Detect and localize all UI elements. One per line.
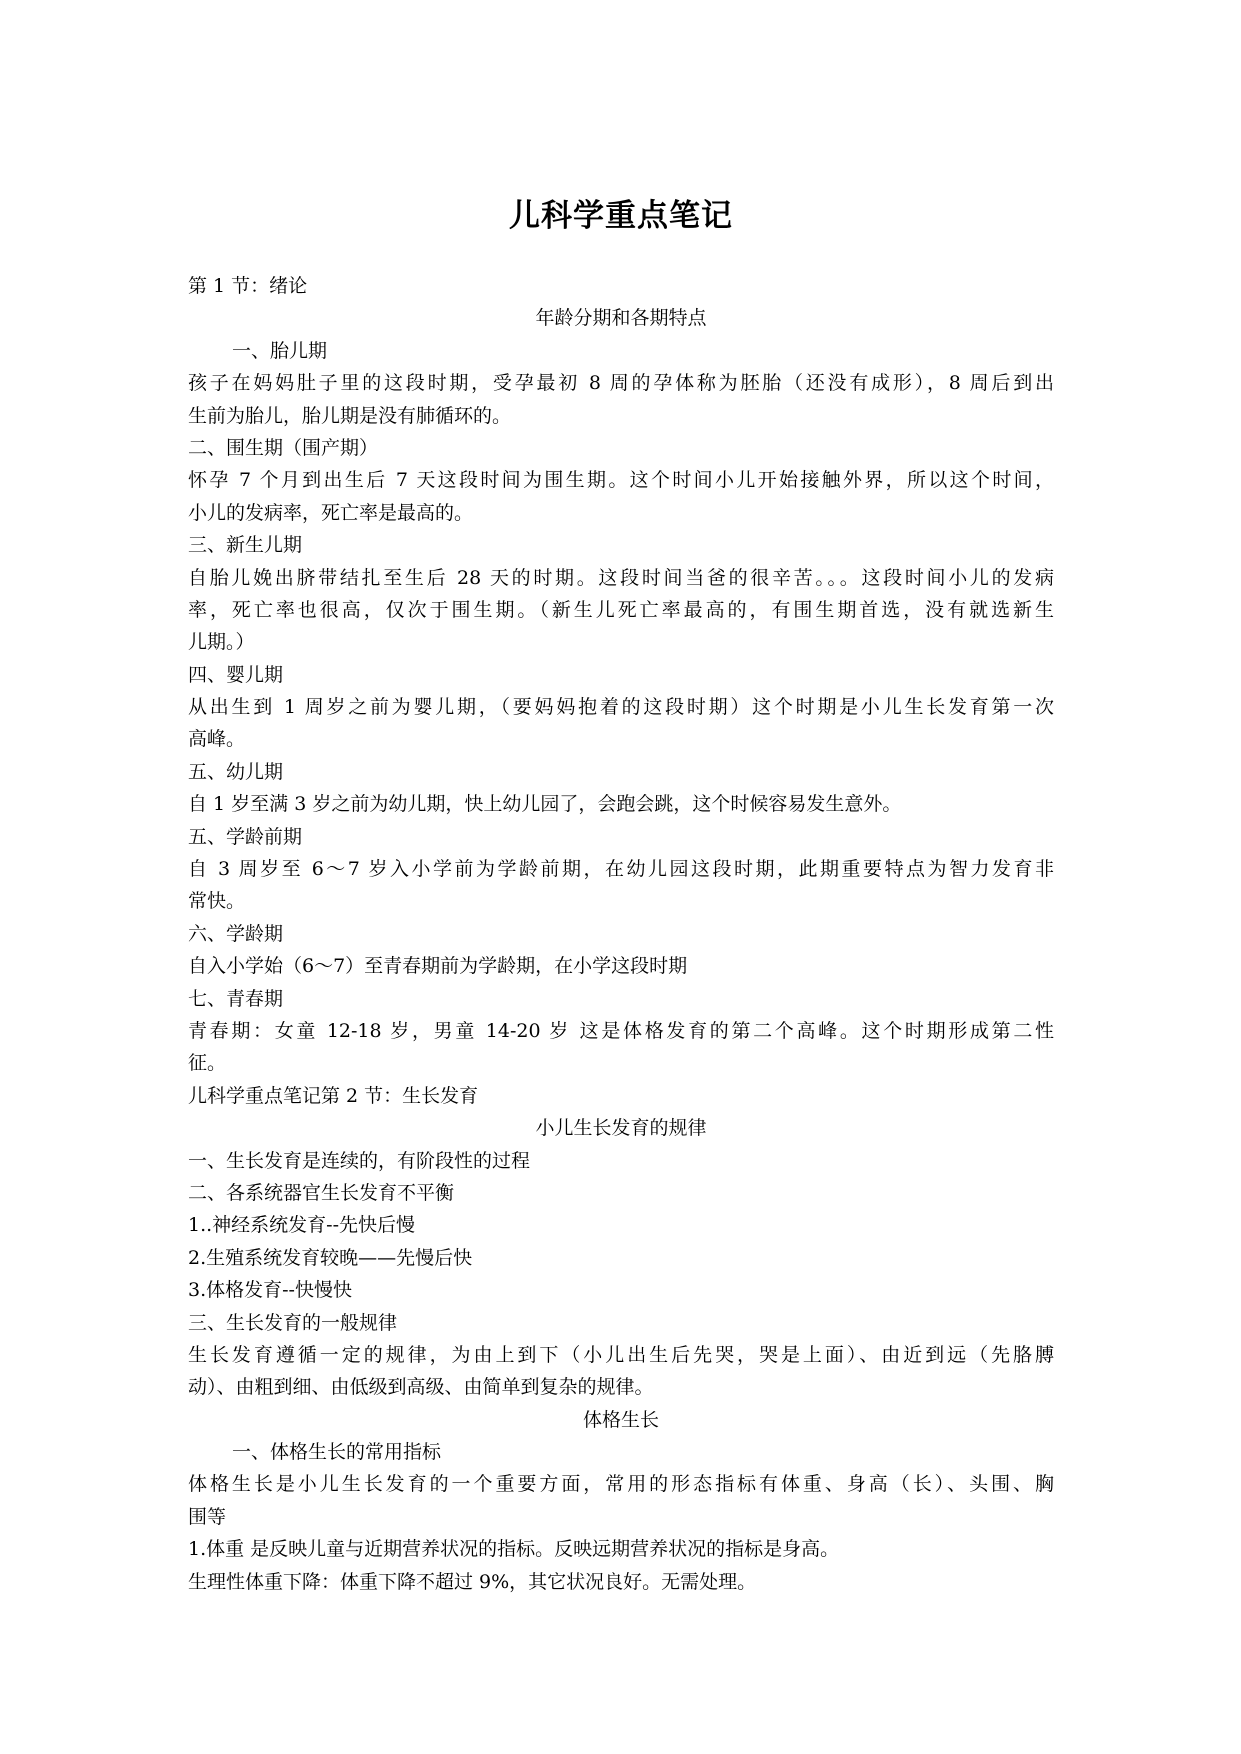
item-heading: 四、婴儿期: [188, 663, 284, 686]
list-item: 1..神经系统发育--先快后慢: [188, 1214, 416, 1237]
paragraph-line: 常快。: [188, 890, 246, 913]
paragraph-line: 自入小学始（6～7）至青春期前为学龄期，在小学这段时期: [188, 955, 688, 978]
paragraph-line: 孩子在妈妈肚子里的这段时期，受孕最初 8 周的孕体称为胚胎（还没有成形），8 周后到出: [188, 372, 1054, 395]
item-heading: 三、生长发育的一般规律: [188, 1311, 398, 1334]
paragraph-line: 高峰。: [188, 728, 246, 751]
paragraph-line: 围等: [188, 1505, 227, 1528]
paragraph-line: 儿期。）: [188, 631, 255, 654]
item-heading: 二、各系统器官生长发育不平衡: [188, 1181, 455, 1204]
paragraph-line: 生前为胎儿，胎儿期是没有肺循环的。: [188, 404, 512, 427]
list-item: 3.体格发育--快慢快: [188, 1279, 352, 1302]
paragraph-line: 生长发育遵循一定的规律，为由上到下（小儿出生后先哭，哭是上面）、由近到远（先胳膊: [188, 1343, 1054, 1366]
subsection-title: 小儿生长发育的规律: [535, 1117, 707, 1140]
paragraph-line: 体格生长是小儿生长发育的一个重要方面，常用的形态指标有体重、身高（长）、头围、胸: [188, 1473, 1054, 1496]
document-page: [188, 0, 1054, 1754]
subsection-title: 年龄分期和各期特点: [535, 307, 707, 330]
paragraph-line: 1.体重 是反映儿童与近期营养状况的指标。反映远期营养状况的指标是身高。: [188, 1538, 840, 1561]
paragraph-line: 自 3 周岁至 6～7 岁入小学前为学龄前期，在幼儿园这段时期，此期重要特点为智力发育非: [188, 858, 1054, 881]
item-heading: 七、青春期: [188, 987, 284, 1010]
paragraph-line: 动）、由粗到细、由低级到高级、由简单到复杂的规律。: [188, 1376, 654, 1399]
section-heading: 儿科学重点笔记第 2 节：生长发育: [188, 1084, 479, 1107]
document-body: [188, 270, 1054, 1598]
paragraph-line: 从出生到 1 周岁之前为婴儿期，（要妈妈抱着的这段时期）这个时期是小儿生长发育第一次: [188, 696, 1054, 719]
paragraph-line: 生理性体重下降：体重下降不超过 9%，其它状况良好。无需处理。: [188, 1570, 757, 1593]
item-heading: 五、幼儿期: [188, 760, 284, 783]
item-heading: 三、新生儿期: [188, 534, 303, 557]
paragraph-line: 自 1 岁至满 3 岁之前为幼儿期，快上幼儿园了，会跑会跳，这个时候容易发生意外。: [188, 793, 902, 816]
paragraph-line: 征。: [188, 1052, 227, 1075]
item-heading: 六、学龄期: [188, 922, 284, 945]
item-heading: 一、胎儿期: [232, 339, 328, 362]
paragraph-line: 率，死亡率也很高，仅次于围生期。（新生儿死亡率最高的，有围生期首选，没有就选新生: [188, 598, 1054, 621]
paragraph-line: 小儿的发病率，死亡率是最高的。: [188, 501, 474, 524]
document-title: 儿科学重点笔记: [509, 198, 733, 234]
subsection-title: 体格生长: [582, 1408, 659, 1431]
item-heading: 一、生长发育是连续的，有阶段性的过程: [188, 1149, 531, 1172]
item-heading: 五、学龄前期: [188, 825, 303, 848]
item-heading: 一、体格生长的常用指标: [232, 1441, 442, 1464]
paragraph-line: 怀孕 7 个月到出生后 7 天这段时间为围生期。这个时间小儿开始接触外界，所以这个时间，: [188, 469, 1054, 492]
paragraph-line: 青春期：女童 12-18 岁，男童 14-20 岁 这是体格发育的第二个高峰。这个时期形成第二性: [188, 1019, 1054, 1042]
section-heading: 第 1 节：绪论: [188, 275, 308, 297]
list-item: 2.生殖系统发育较晚——先慢后快: [188, 1246, 473, 1269]
item-heading: 二、围生期（围产期）: [188, 436, 379, 459]
paragraph-line: 自胎儿娩出脐带结扎至生后 28 天的时期。这段时间当爸的很辛苦。。。这段时间小儿的发病: [188, 566, 1054, 589]
